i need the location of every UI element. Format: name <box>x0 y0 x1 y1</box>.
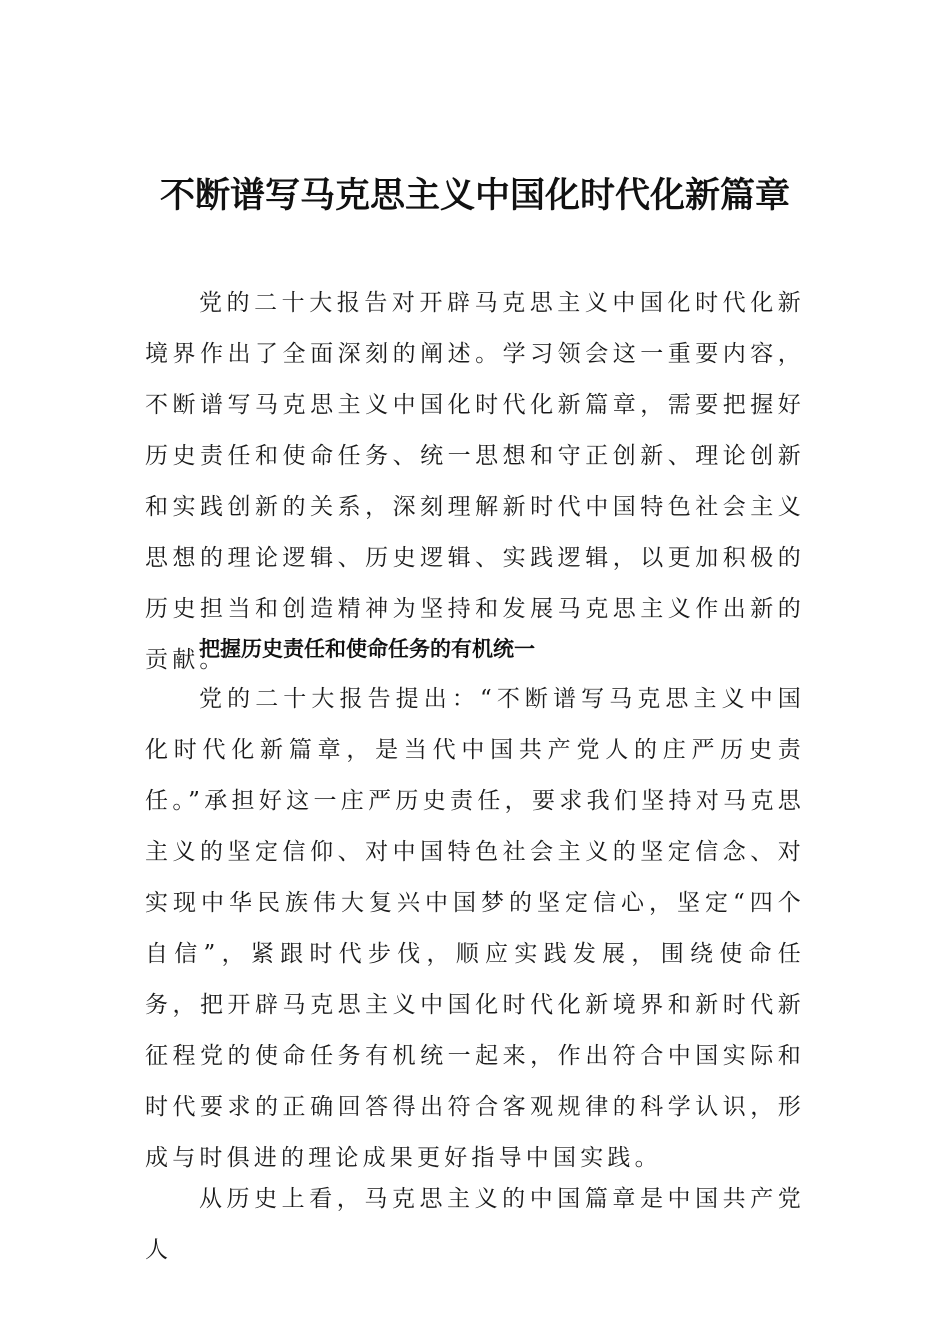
document-title: 不断谱写马克思主义中国化时代化新篇章 <box>159 175 790 216</box>
body-paragraph: 党的二十大报告对开辟马克思主义中国化时代化新境界作出了全面深刻的阐述。学习领会这一重要内容，不断谱写马克思主义中国化时代化新篇章，需要把握好历史责任和使命任务、统一思想和守正创新、理论创新和实践创新的关系，深刻理解新时代中国特色社会主义思想的理论逻辑、历史逻辑、实践逻辑，以更加积极的历史担当和创造精神为坚持和发展马克思主义作出新的贡献。 <box>145 290 805 673</box>
section-heading: 把握历史责任和使命任务的有机统一 <box>199 637 535 661</box>
body-paragraph: 党的二十大报告提出：“不断谱写马克思主义中国化时代化新篇章，是当代中国共产党人的庄严历史责任。”承担好这一庄严历史责任，要求我们坚持对马克思主义的坚定信仰、对中国特色社会主义的坚定信念、对实现中华民族伟大复兴中国梦的坚定信心，坚定“四个自信”，紧跟时代步伐，顺应实践发展，围绕使命任务，把开辟马克思主义中国化时代化新境界和新时代新征程党的使命任务有机统一起来，作出符合中国实际和时代要求的正确回答得出符合客观规律的科学认识，形成与时俱进的理论成果更好指导中国实践。 <box>145 686 805 1171</box>
body-paragraph: 从历史上看，马克思主义的中国篇章是中国共产党人 <box>145 1186 805 1263</box>
